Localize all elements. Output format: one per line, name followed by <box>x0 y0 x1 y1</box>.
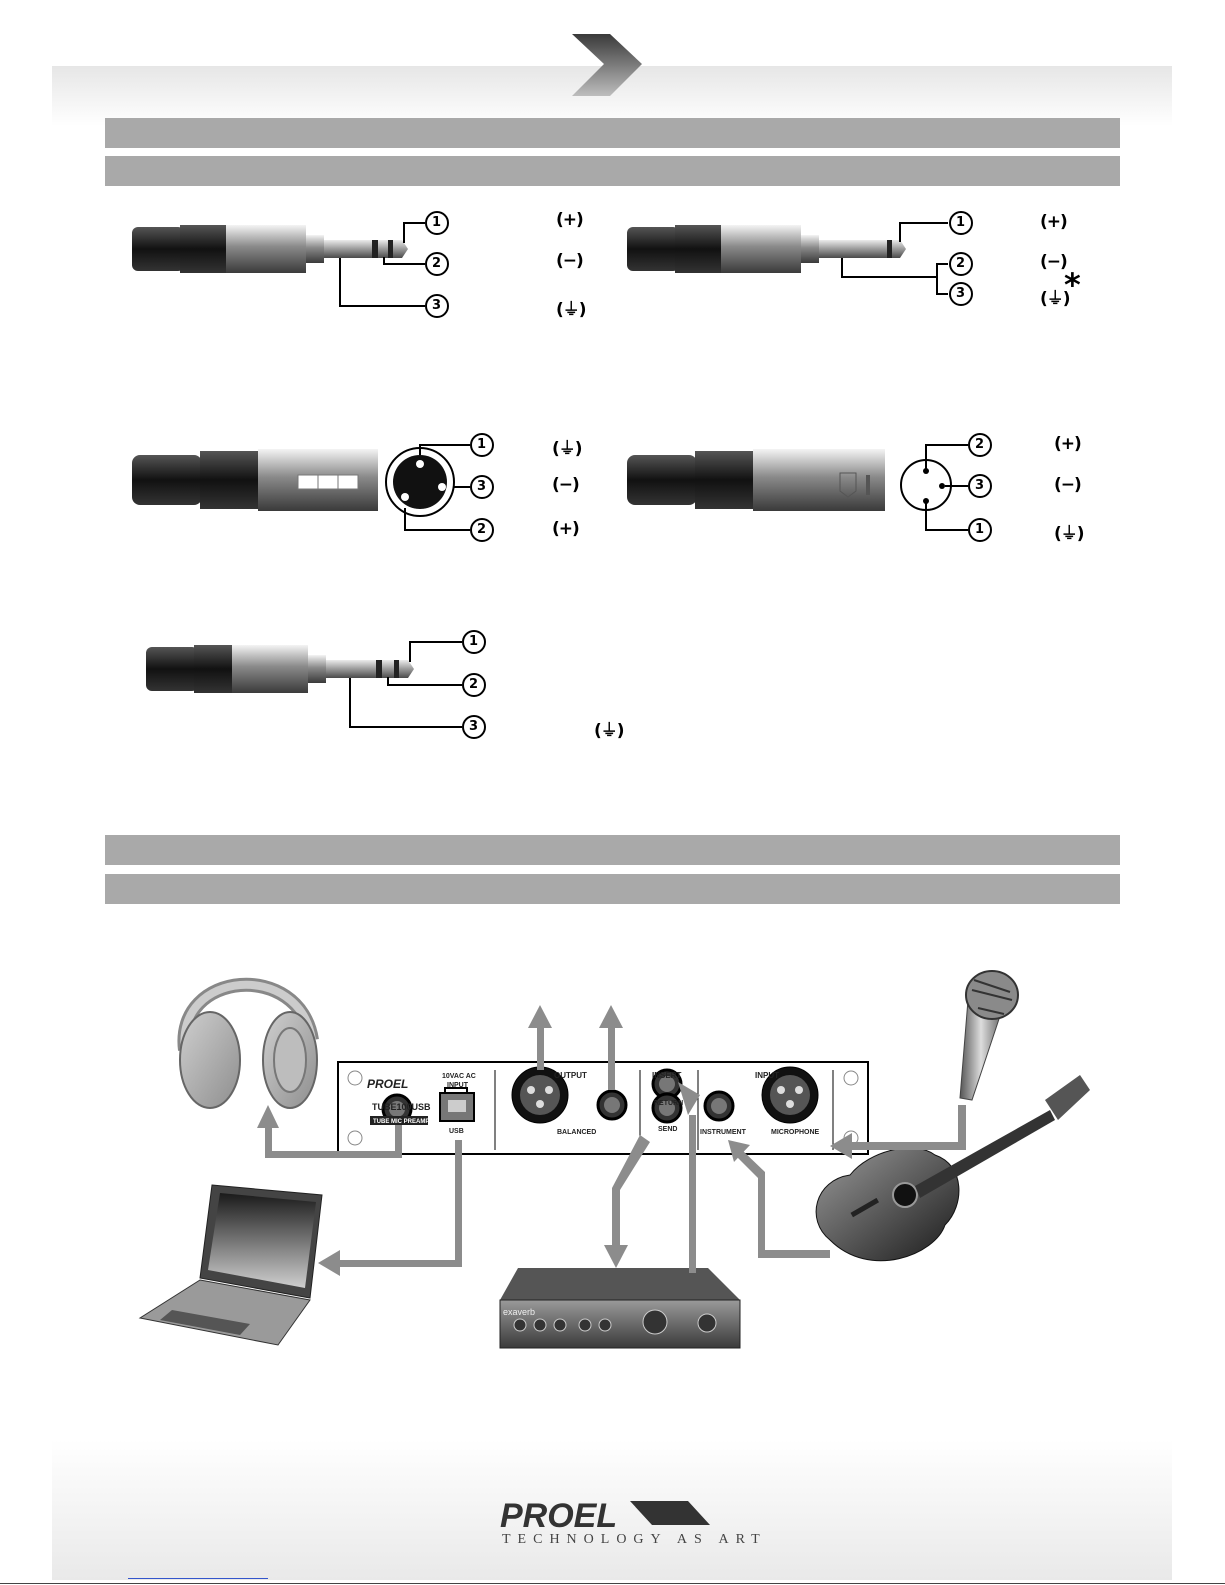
signal-label: (⏚) <box>1040 289 1070 309</box>
chevron-icon <box>572 34 644 98</box>
panel-input-label: INPUT <box>755 1071 779 1080</box>
panel-instrument-label: INSTRUMENT <box>700 1129 746 1136</box>
panel-insert-label: INSERT <box>652 1071 682 1080</box>
pin-number: 3 <box>975 478 985 493</box>
pin-number: 1 <box>432 215 442 230</box>
trs-jack-icon <box>132 225 408 273</box>
effects-unit-brand: exaverb <box>503 1307 536 1317</box>
panel-usb-label: USB <box>449 1128 464 1135</box>
xlr-male-icon <box>627 449 885 511</box>
footer-tagline: TECHNOLOGY AS ART <box>502 1532 767 1547</box>
logo-mark-icon <box>630 1499 712 1529</box>
device-panel-labels <box>0 950 1225 1370</box>
section-bar-connectors <box>105 118 1120 148</box>
signal-label: (+) <box>1054 434 1081 454</box>
pin-number: 2 <box>956 256 966 271</box>
pin-number: 1 <box>956 215 966 230</box>
section-bar-connectors-sub <box>105 156 1120 186</box>
link-underline <box>128 1578 268 1579</box>
section-bar-connections-sub <box>105 874 1120 904</box>
panel-model: TUBE100USB <box>372 1102 431 1112</box>
panel-power-label-2: INPUT <box>447 1082 468 1089</box>
connector-wiring-diagram <box>0 195 1225 755</box>
trs-insert-jack-icon <box>146 645 414 693</box>
signal-label: (−) <box>556 251 583 271</box>
panel-output-label: OUTPUT <box>554 1071 587 1080</box>
note-asterisk: * <box>1064 266 1081 304</box>
signal-label: (+) <box>552 519 579 539</box>
pin-number: 1 <box>975 522 985 537</box>
panel-send-label: SEND <box>658 1126 678 1133</box>
panel-microphone-label: MICROPHONE <box>771 1129 820 1136</box>
panel-balanced-label: BALANCED <box>557 1129 597 1136</box>
pin-number: 3 <box>432 298 442 313</box>
pin-number: 3 <box>477 479 487 494</box>
signal-label: (−) <box>1054 475 1081 495</box>
pin-number: 2 <box>469 677 479 692</box>
pin-number: 2 <box>432 256 442 271</box>
panel-power-label: 10VAC AC <box>442 1073 476 1080</box>
signal-label: (−) <box>1040 252 1067 272</box>
pin-number: 3 <box>469 719 479 734</box>
xlr-female-face-icon <box>386 448 454 516</box>
signal-label: (−) <box>552 475 579 495</box>
panel-return-label: RETURN <box>654 1100 684 1107</box>
signal-label: (+) <box>556 210 583 230</box>
pin-number: 2 <box>477 522 487 537</box>
pin-number: 2 <box>975 437 985 452</box>
pin-number: 3 <box>956 286 966 301</box>
signal-label: (⏚) <box>594 721 624 741</box>
signal-label: (+) <box>1040 212 1067 232</box>
xlr-female-icon <box>132 449 378 511</box>
ts-jack-icon <box>627 225 906 273</box>
signal-label: (⏚) <box>552 439 582 459</box>
panel-model-sub: TUBE MIC PREAMP <box>373 1119 430 1125</box>
page-bottom-rule <box>0 1583 1225 1584</box>
signal-label: (⏚) <box>1054 524 1084 544</box>
panel-brand: PROEL <box>367 1077 409 1091</box>
signal-label: (⏚) <box>556 300 586 320</box>
pin-number: 1 <box>477 437 487 452</box>
section-bar-connections <box>105 835 1120 865</box>
pin-number: 1 <box>469 634 479 649</box>
footer-logo: PROEL <box>500 1497 618 1535</box>
